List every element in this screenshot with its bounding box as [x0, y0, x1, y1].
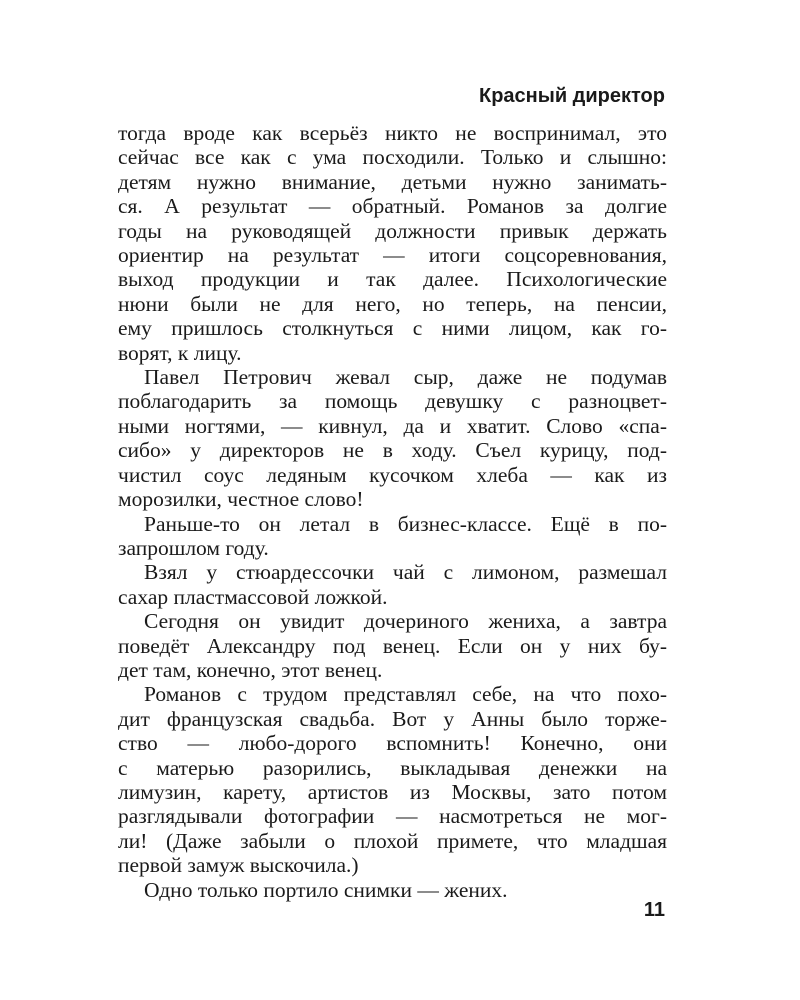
text-line: ему пришлось столкнуться с ними лицом, как го- [118, 316, 667, 341]
text-line: дит французская свадьба. Вот у Анны было торже- [118, 706, 667, 731]
text-line: Романов с трудом представлял себе, на что похо- [144, 682, 667, 707]
text-line: Павел Петрович жевал сыр, даже не подумав [144, 365, 667, 390]
paragraph [118, 609, 667, 682]
text-line: дет там, конечно, этот венец. [118, 657, 383, 682]
text-line: морозилки, честное слово! [118, 487, 364, 512]
paragraph [118, 682, 667, 877]
text-line: нюни были не для него, но теперь, на пенсии, [118, 291, 667, 316]
paragraph [118, 121, 667, 365]
text-line: чистил соус ледяным кусочком хлеба — как из [118, 462, 667, 487]
text-line: лимузин, карету, артистов из Москвы, зато потом [118, 779, 667, 804]
text-line: сейчас все как с ума посходили. Только и слышно: [118, 145, 667, 170]
text-line: ворят, к лицу. [118, 340, 242, 365]
text-line: ориентир на результат — итоги соцсоревнования, [118, 243, 667, 268]
text-line: сахар пластмассовой ложкой. [118, 584, 388, 609]
text-line: поведёт Александру под венец. Если он у них бу- [118, 633, 667, 658]
text-line: выход продукции и так далее. Психологические [118, 267, 667, 292]
text-line: тогда вроде как всерьёз никто не воспринимал, это [118, 121, 667, 145]
text-line: Взял у стюардессочки чай с лимоном, размешал [144, 560, 667, 585]
text-line: годы на руководящей должности привык держать [118, 218, 667, 243]
text-line: Сегодня он увидит дочериного жениха, а завтра [144, 609, 667, 634]
text-line: с матерью разорились, выкладывая денежки на [118, 755, 667, 780]
body-text [118, 121, 667, 902]
running-header: Красный директор [479, 85, 665, 107]
text-line: первой замуж выскочила.) [118, 853, 359, 878]
page-number: 11 [643, 899, 665, 921]
paragraph [118, 512, 667, 561]
text-line: разглядывали фотографии — насмотреться не мог- [118, 804, 667, 829]
text-line: ли! (Даже забыли о плохой примете, что младшая [118, 828, 667, 853]
text-line: сибо» у директоров не в ходу. Съел курицу, под- [118, 438, 667, 463]
text-line: детям нужно внимание, детьми нужно занимать- [118, 169, 667, 194]
text-line: ными ногтями, — кивнул, да и хватит. Слово «спа- [118, 413, 667, 438]
paragraph [118, 560, 667, 609]
text-line: ство — любо-дорого вспомнить! Конечно, они [118, 731, 667, 756]
text-line: поблагодарить за помощь девушку с разноцвет- [118, 389, 667, 414]
text-line: Раньше-то он летал в бизнес-классе. Ещё в по- [144, 511, 667, 536]
paragraph [118, 365, 667, 511]
text-line: ся. А результат — обратный. Романов за долгие [118, 194, 667, 219]
text-line: Одно только портило снимки — жених. [144, 877, 508, 902]
text-line: запрошлом году. [118, 535, 269, 560]
